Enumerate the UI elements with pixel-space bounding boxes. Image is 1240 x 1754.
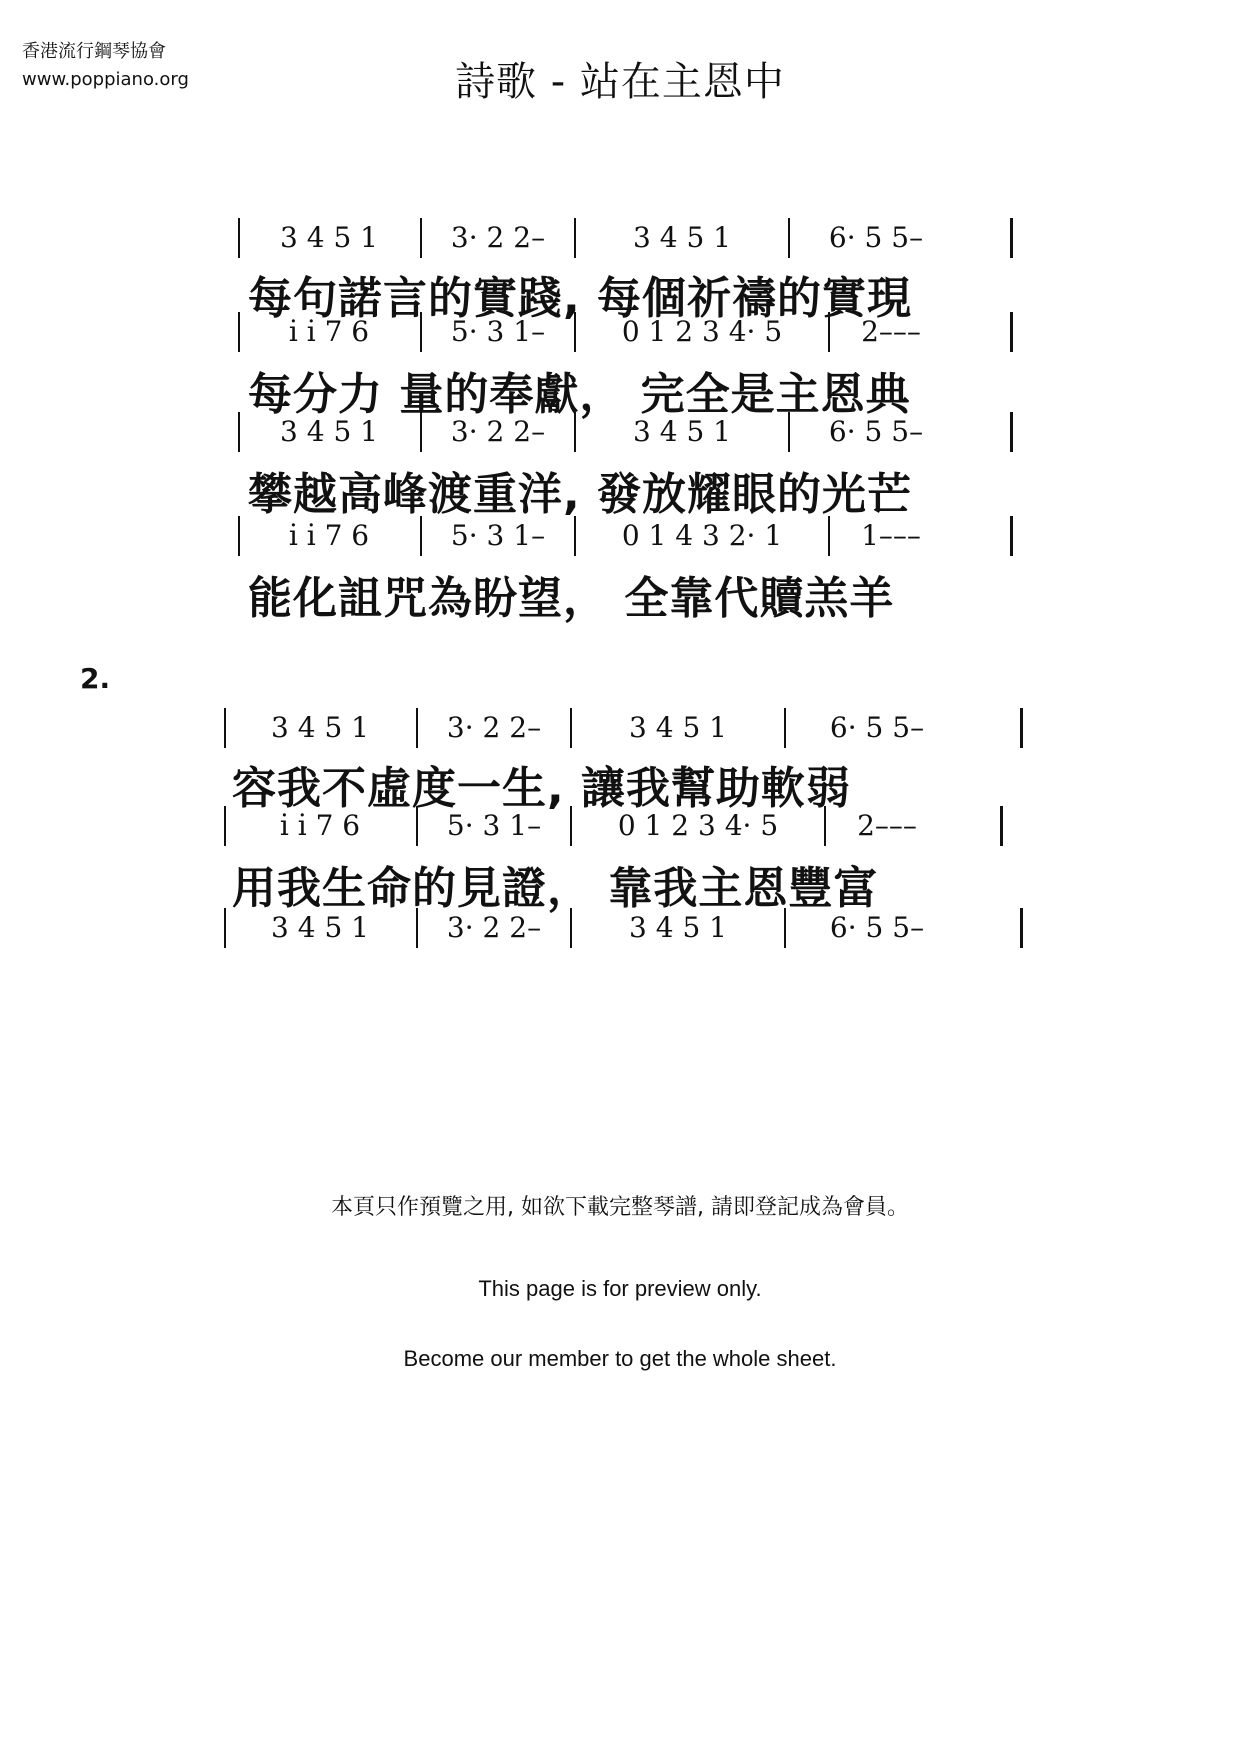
measure: 3 4 5 1 <box>629 911 727 944</box>
lyrics-line: 用我生命的見證， 靠我主恩豐富 <box>232 863 879 914</box>
notation-row <box>238 312 1013 352</box>
measure: 5· 3 1– <box>446 809 542 842</box>
measure: i̇ i̇ 7 6 <box>279 809 361 842</box>
measure: 3 4 5 1 <box>629 711 727 744</box>
measure: 3 4 5 1 <box>271 911 369 944</box>
notation-row <box>238 412 1013 452</box>
verse-number: 2. <box>80 662 111 695</box>
org-name: 香港流行鋼琴協會 <box>22 41 166 62</box>
measure: 2––– <box>861 315 921 348</box>
measure: 0 1 2 3 4· 5 <box>617 809 779 842</box>
lyrics-line: 每分力 量的奉獻， 完全是主恩典 <box>248 369 911 420</box>
measure: 3 4 5 1 <box>280 221 378 254</box>
notation-row <box>238 516 1013 556</box>
measure: 3 4 5 1 <box>280 415 378 448</box>
membership-notice: Become our member to get the whole sheet. <box>403 1346 837 1371</box>
page-title: 詩歌 - 站在主恩中 <box>455 59 785 105</box>
preview-notice-chinese: 本頁只作預覽之用, 如欲下載完整琴譜, 請即登記成為會員。 <box>331 1195 909 1220</box>
measure: 3 4 5 1 <box>633 221 731 254</box>
measure: 6· 5 5– <box>829 911 925 944</box>
measure: 6· 5 5– <box>829 711 925 744</box>
measure: i̇ i̇ 7 6 <box>288 315 370 348</box>
lyrics-line: 容我不虛度一生, 讓我幫助軟弱 <box>232 763 852 814</box>
measure: 3· 2 2– <box>450 221 546 254</box>
measure: 3 4 5 1 <box>633 415 731 448</box>
measure: i̇ i̇ 7 6 <box>288 519 370 552</box>
measure: 3· 2 2– <box>446 911 542 944</box>
measure: 3 4 5 1 <box>271 711 369 744</box>
lyrics-line: 能化詛咒為盼望， 全靠代贖羔羊 <box>248 573 895 624</box>
measure: 5· 3 1– <box>450 519 546 552</box>
measure: 0 1 4 3 2· 1 <box>621 519 783 552</box>
measure: 6· 5 5– <box>828 221 924 254</box>
measure: 3· 2 2– <box>446 711 542 744</box>
notation-row <box>224 908 1023 948</box>
measure: 6· 5 5– <box>828 415 924 448</box>
measure: 1––– <box>861 519 921 552</box>
notation-row <box>224 708 1023 748</box>
measure: 0 1 2 3 4· 5 <box>621 315 783 348</box>
lyrics-line: 每句諾言的實踐, 每個祈禱的實現 <box>248 273 913 324</box>
notation-row <box>238 218 1013 258</box>
measure: 2––– <box>857 809 917 842</box>
measure: 3· 2 2– <box>450 415 546 448</box>
lyrics-line: 攀越高峰渡重洋, 發放耀眼的光芒 <box>248 469 913 520</box>
org-website: www.poppiano.org <box>22 69 189 90</box>
measure: 5· 3 1– <box>450 315 546 348</box>
preview-notice-english: This page is for preview only. <box>478 1276 762 1301</box>
notation-row <box>224 806 1003 846</box>
